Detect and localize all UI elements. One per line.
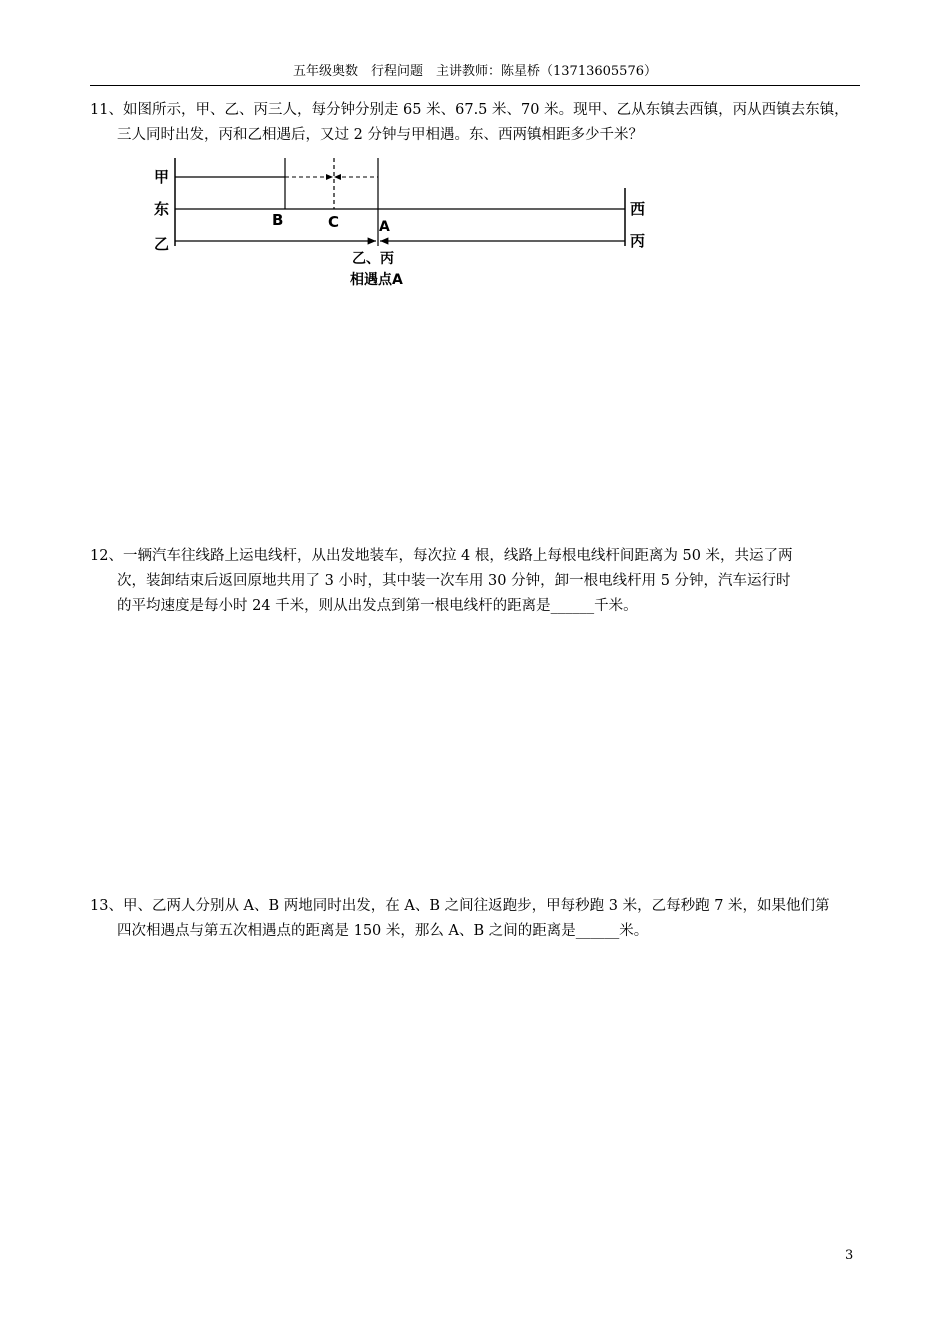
meet-label-line-2: 相遇点A <box>350 272 403 288</box>
label-point-c: C <box>328 213 340 231</box>
meet-label-line-1: 乙、丙 <box>352 251 394 267</box>
page-header: 五年级奥数 行程问题 主讲教师：陈星桥（13713605576） <box>293 64 657 79</box>
question-12-line-2: 次，装卸结束后返回原地共用了 3 小时，其中装一次车用 30 分钟，卸一根电线杆用 5 分钟，汽车运行时 <box>117 573 791 589</box>
page-number: 3 <box>845 1248 854 1263</box>
question-13-line-2: 四次相遇点与第五次相遇点的距离是 150 米，那么 A、B 之间的距离是______米。 <box>117 923 649 939</box>
question-11-line-1: 11、如图所示，甲、乙、丙三人，每分钟分别走 65 米、67.5 米、70 米。现甲、乙从东镇去西镇，丙从西镇去东镇， <box>90 102 849 118</box>
label-bing: 丙 <box>630 232 646 250</box>
label-point-b: B <box>272 211 284 229</box>
travel-diagram <box>140 150 680 295</box>
question-11 <box>90 98 865 148</box>
question-12-line-1: 12、一辆汽车往线路上运电线杆，从出发地装车，每次拉 4 根，线路上每根电线杆间距离为 50 米，共运了两 <box>90 548 793 564</box>
header-rule <box>90 85 860 86</box>
label-yi: 乙 <box>154 235 170 253</box>
question-13 <box>90 894 865 944</box>
question-13-line-1: 13、甲、乙两人分别从 A、B 两地同时出发，在 A、B 之间往返跑步，甲每秒跑 3 米，乙每秒跑 7 米，如果他们第 <box>90 898 830 914</box>
label-point-a: A <box>379 219 390 235</box>
question-12-line-3: 的平均速度是每小时 24 千米，则从出发点到第一根电线杆的距离是______千米。 <box>117 598 638 614</box>
label-dong: 东 <box>154 200 170 218</box>
label-xi: 西 <box>630 200 646 218</box>
question-12 <box>90 544 865 619</box>
question-11-line-2: 三人同时出发，丙和乙相遇后，又过 2 分钟与甲相遇。东、西两镇相距多少千米？ <box>117 127 643 143</box>
label-jia: 甲 <box>154 168 170 186</box>
